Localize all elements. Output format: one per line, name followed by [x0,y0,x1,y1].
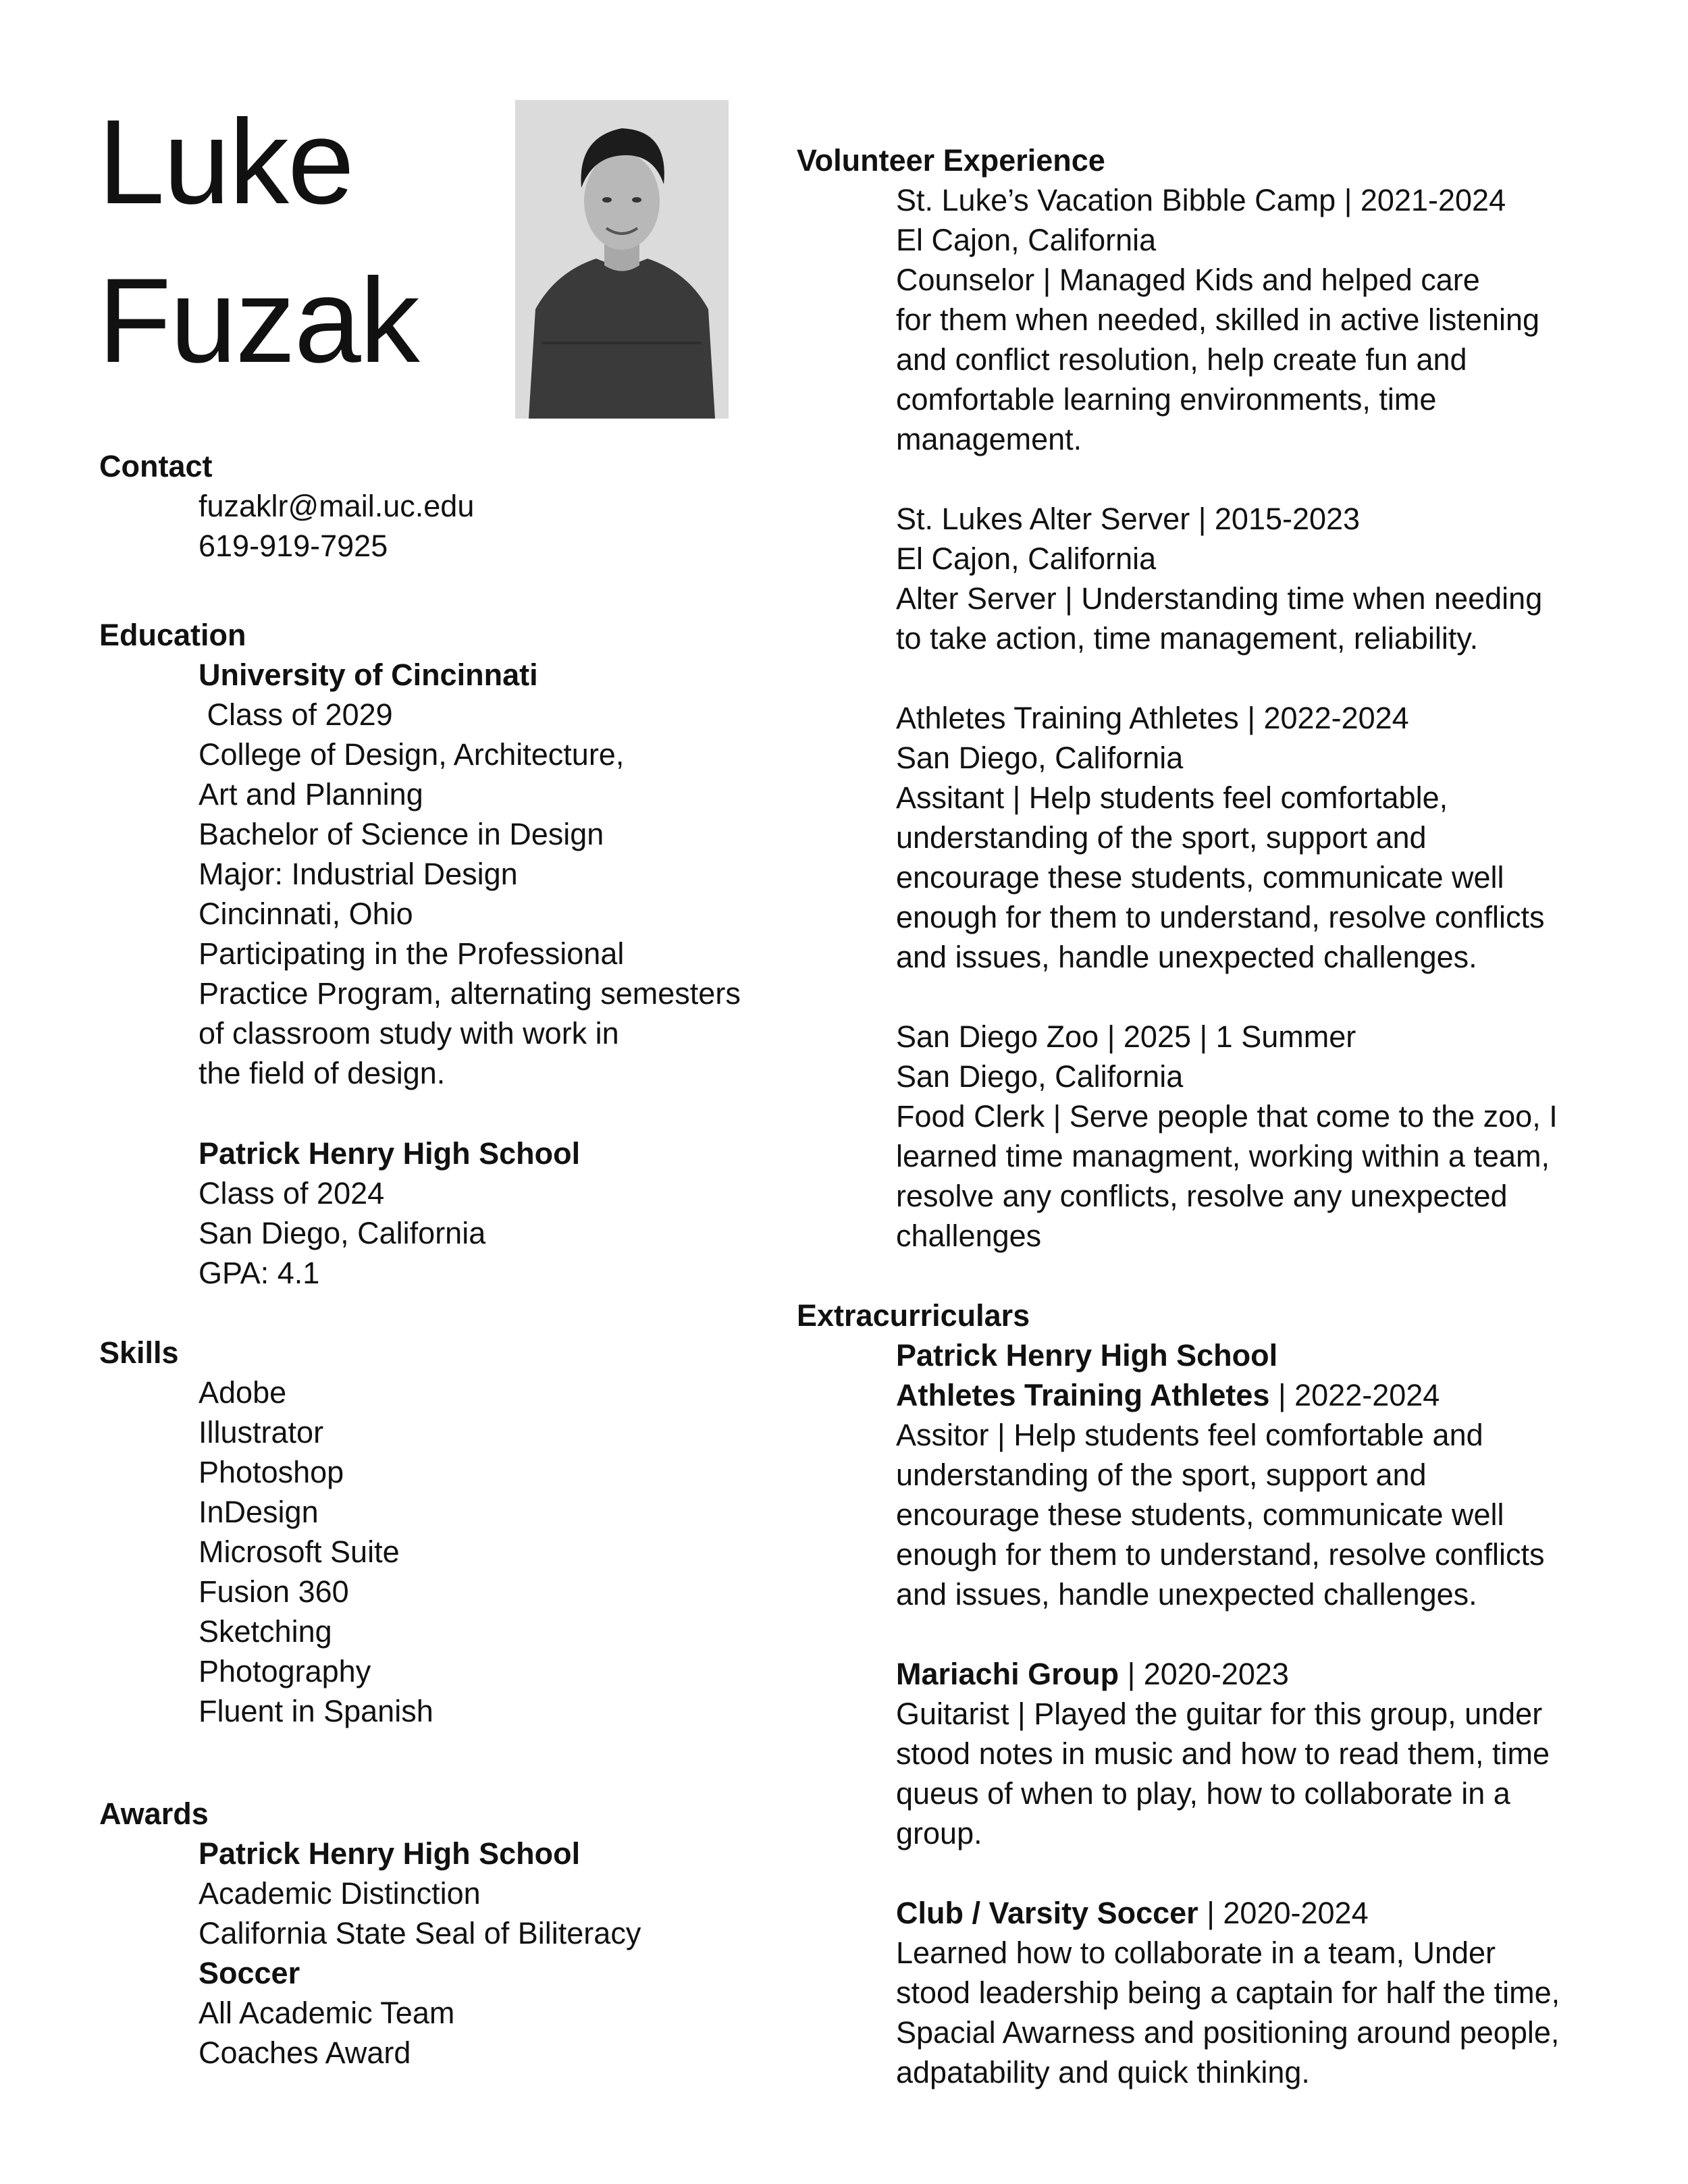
extracurricular-line: stood notes in music and how to read them, time [896,1736,1550,1771]
award-item: Coaches Award [199,2035,411,2070]
volunteer-line: Counselor | Managed Kids and helped care [896,263,1480,297]
skills-heading: Skills [99,1335,179,1370]
volunteer-line: resolve any conflicts, resolve any unexpected [896,1179,1508,1213]
education-line: San Diego, California [199,1216,486,1250]
education-line: the field of design. [199,1056,446,1090]
extracurriculars-school: Patrick Henry High School [896,1338,1278,1373]
extracurricular-title: Athletes Training Athletes [896,1378,1270,1412]
extracurricular-line: enough for them to understand, resolve conflicts [896,1537,1545,1572]
skill-item: Microsoft Suite [199,1535,400,1569]
skill-item: Fluent in Spanish [199,1694,433,1728]
extracurricular-line: Spacial Awarness and positioning around people, [896,2015,1560,2050]
volunteer-line: to take action, time management, reliability. [896,621,1479,656]
extracurricular-line: understanding of the sport, support and [896,1458,1427,1492]
volunteer-line: and conflict resolution, help create fun and [896,342,1467,377]
volunteer-line: for them when needed, skilled in active listening [896,302,1540,337]
volunteer-line: St. Lukes Alter Server | 2015-2023 [896,502,1361,536]
extracurricular-title-row [896,1375,1440,1415]
contact-email[interactable]: fuzaklr@mail.uc.edu [199,489,475,523]
extracurricular-line: queus of when to play, how to collaborate in a [896,1776,1510,1811]
extracurricular-line: and issues, handle unexpected challenges. [896,1577,1477,1612]
extracurricular-title-row [896,1893,1369,1933]
education-line: College of Design, Architecture, [199,737,625,772]
awards-soccer: Soccer [199,1956,300,1990]
volunteer-line: enough for them to understand, resolve conflicts [896,900,1545,934]
education-phhs-name: Patrick Henry High School [199,1136,581,1171]
extracurricular-line: Guitarist | Played the guitar for this group, under [896,1697,1543,1731]
education-line: of classroom study with work in [199,1016,619,1050]
contact-phone[interactable]: 619-919-7925 [199,529,388,563]
skill-item: InDesign [199,1495,319,1529]
award-item: California State Seal of Biliteracy [199,1916,641,1950]
volunteer-line: Athletes Training Athletes | 2022-2024 [896,701,1409,735]
volunteer-line: Assitant | Help students feel comfortable, [896,780,1448,815]
volunteer-line: San Diego Zoo | 2025 | 1 Summer [896,1019,1356,1054]
extracurricular-title: Club / Varsity Soccer [896,1896,1198,1930]
extracurricular-line: adpatability and quick thinking. [896,2055,1310,2089]
name-first: Luke [98,95,353,229]
education-line: Participating in the Professional [199,936,625,971]
education-line: Major: Industrial Design [199,857,518,891]
extracurricular-title: Mariachi Group [896,1657,1119,1691]
education-heading: Education [99,618,246,652]
volunteer-line: San Diego, California [896,1059,1184,1094]
skill-item: Illustrator [199,1415,324,1449]
education-line: Class of 2024 [199,1176,385,1210]
profile-photo [515,100,729,419]
extracurricular-line: Learned how to collaborate in a team, Under [896,1936,1496,1970]
volunteer-line: understanding of the sport, support and [896,820,1427,855]
skill-item: Adobe [199,1375,287,1410]
volunteer-line: comfortable learning environments, time [896,382,1437,417]
extracurricular-dates: | 2020-2023 [1119,1657,1289,1691]
name-last: Fuzak [98,253,419,388]
volunteer-line: El Cajon, California [896,541,1157,576]
education-line: Cincinnati, Ohio [199,897,413,931]
volunteer-line: and issues, handle unexpected challenges. [896,940,1477,974]
education-line: Practice Program, alternating semesters [199,976,741,1011]
extracurricular-line: stood leadership being a captain for half the time, [896,1975,1560,2010]
volunteer-line: Food Clerk | Serve people that come to the zoo, I [896,1099,1558,1134]
award-item: All Academic Team [199,1996,455,2030]
education-uc-name: University of Cincinnati [199,658,538,692]
skill-item: Photography [199,1654,371,1688]
extracurricular-dates: | 2020-2024 [1198,1896,1369,1930]
volunteer-line: El Cajon, California [896,223,1157,257]
volunteer-heading: Volunteer Experience [797,143,1105,178]
extracurricular-line: group. [896,1816,982,1850]
extracurricular-line: encourage these students, communicate well [896,1497,1504,1532]
education-line: GPA: 4.1 [199,1256,320,1290]
extracurriculars-heading: Extracurriculars [797,1298,1030,1333]
extracurricular-title-row [896,1654,1289,1694]
volunteer-line: management. [896,422,1082,456]
extracurricular-dates: | 2022-2024 [1269,1378,1440,1412]
volunteer-line: learned time managment, working within a team, [896,1139,1550,1173]
education-line: Class of 2029 [199,697,393,732]
award-item: Academic Distinction [199,1876,481,1911]
volunteer-line: encourage these students, communicate well [896,860,1504,895]
skill-item: Fusion 360 [199,1574,349,1609]
volunteer-line: challenges [896,1219,1042,1253]
volunteer-line: San Diego, California [896,741,1184,775]
education-line: Art and Planning [199,777,423,811]
awards-school: Patrick Henry High School [199,1836,581,1871]
volunteer-line: Alter Server | Understanding time when needing [896,581,1543,616]
volunteer-line: St. Luke’s Vacation Bibble Camp | 2021-2024 [896,183,1506,217]
contact-heading: Contact [99,449,213,483]
education-line: Bachelor of Science in Design [199,817,604,851]
awards-heading: Awards [99,1796,209,1831]
extracurricular-line: Assitor | Help students feel comfortable and [896,1418,1483,1452]
skill-item: Sketching [199,1614,332,1649]
skill-item: Photoshop [199,1455,344,1489]
